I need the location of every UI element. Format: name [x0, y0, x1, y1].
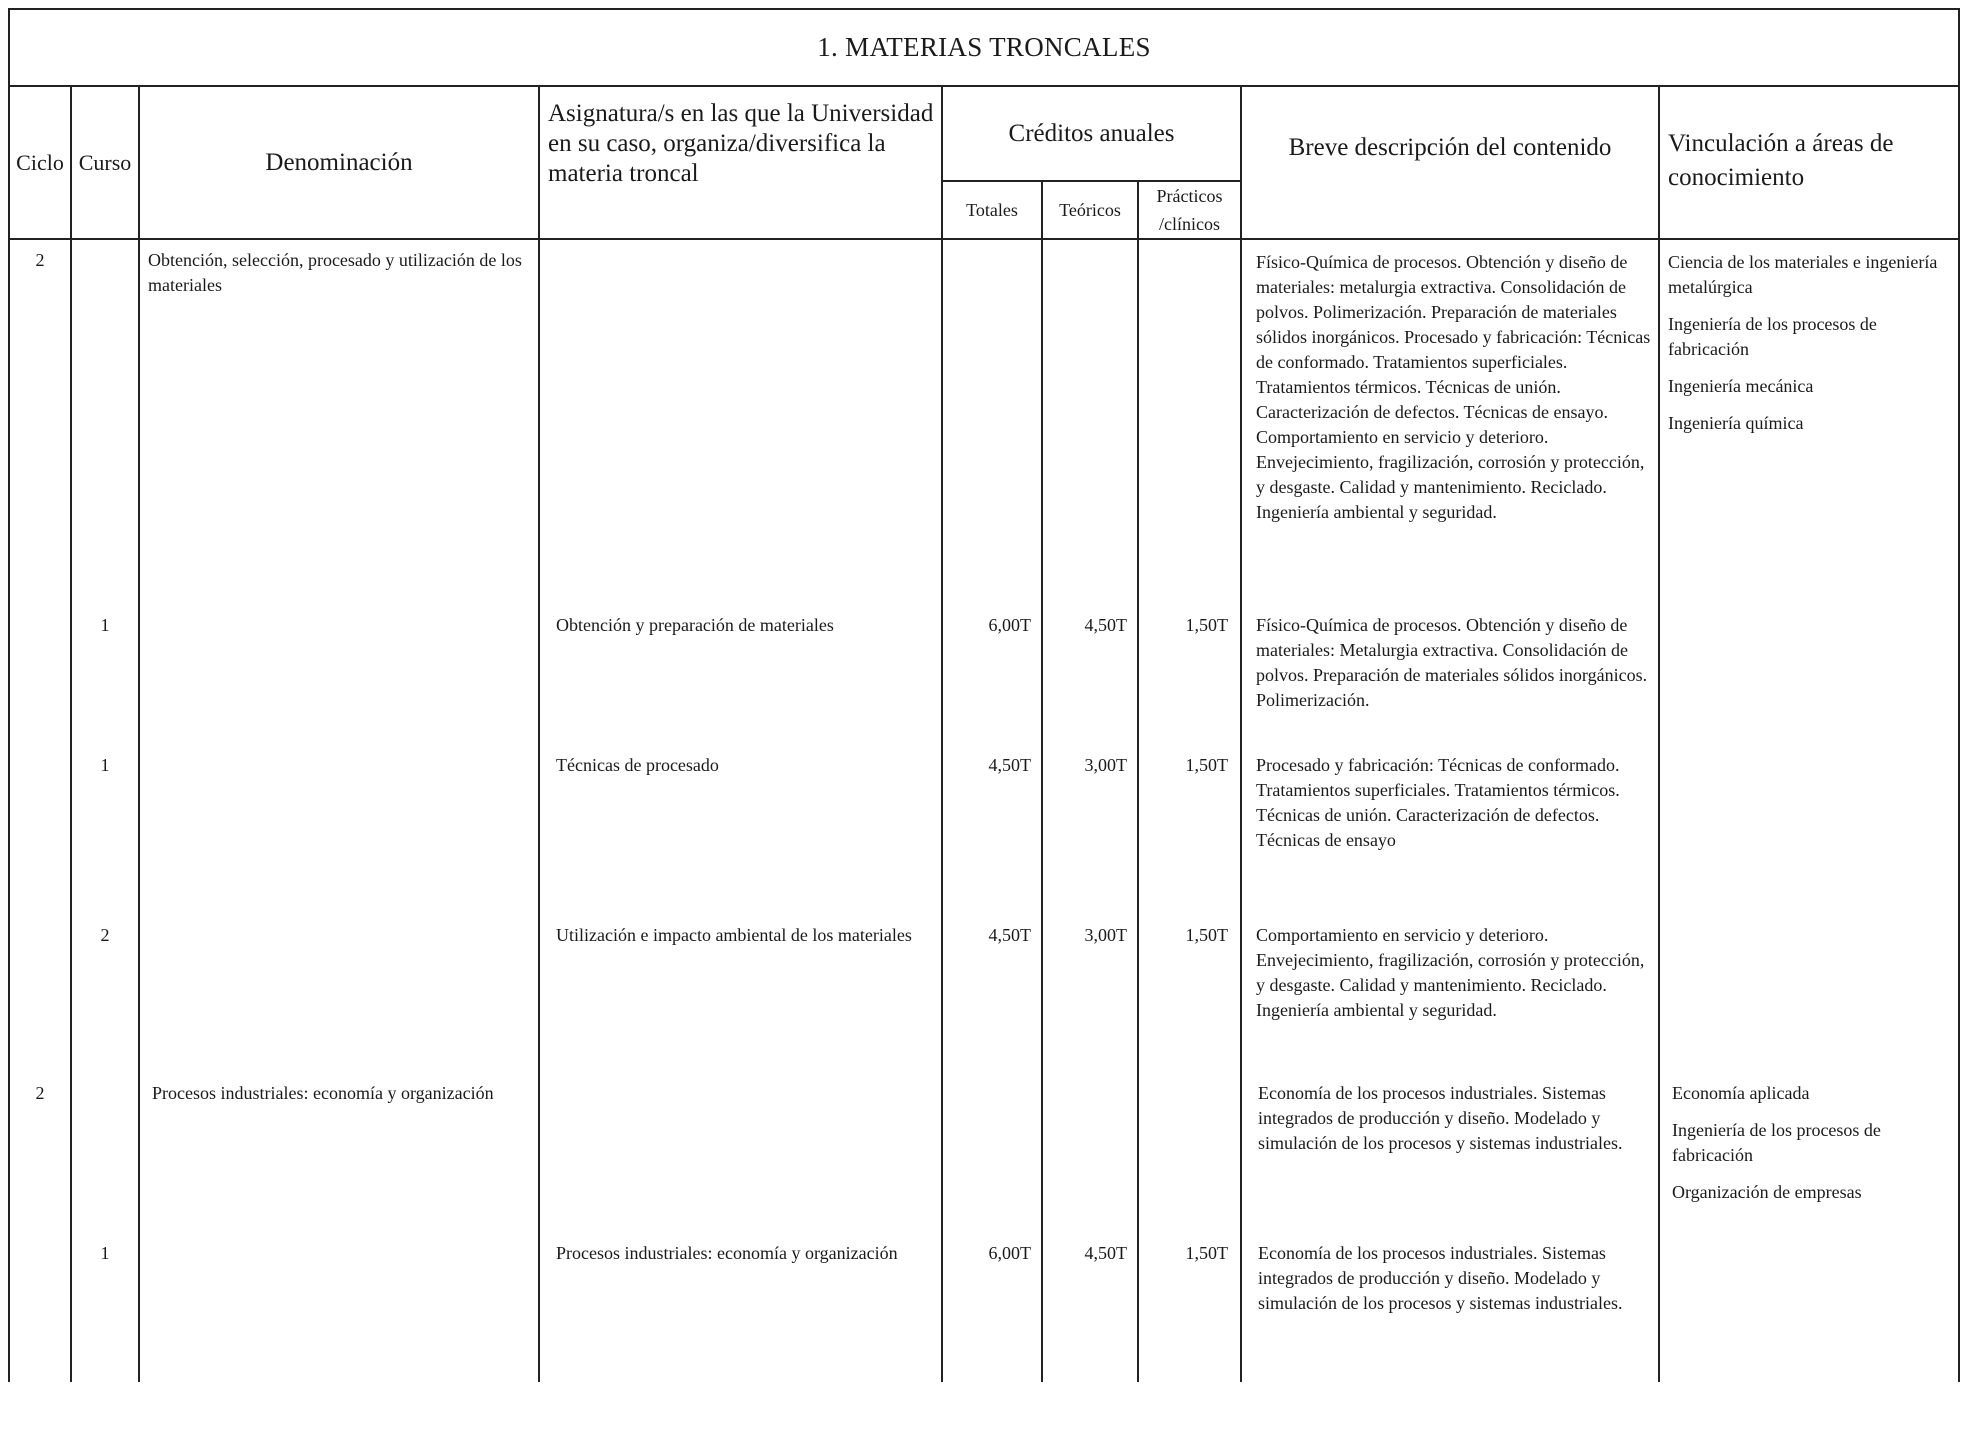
table-row — [9, 239, 1959, 609]
materias-troncales-table — [8, 8, 1960, 1382]
table-title: 1. MATERIAS TRONCALES — [9, 9, 1959, 86]
group-ciclo: 2 — [9, 1067, 71, 1237]
header-descripcion: Breve descripción del contenido — [1241, 86, 1659, 239]
row-asignatura: Obtención y preparación de materiales — [539, 609, 942, 749]
area-item: Organización de empresas — [1672, 1182, 1862, 1202]
denominacion-empty — [139, 749, 539, 919]
group-areas — [1659, 1067, 1959, 1237]
row-asignatura: Procesos industriales: economía y organización — [539, 1237, 942, 1382]
table-row — [9, 919, 1959, 1067]
header-vinculacion: Vinculación a áreas de conocimiento — [1659, 86, 1959, 239]
group-practicos-empty — [1138, 1067, 1241, 1237]
table-row — [9, 1237, 1959, 1382]
group-teoricos-empty — [1042, 1067, 1138, 1237]
group-curso-empty — [71, 1067, 139, 1237]
row-curso: 1 — [71, 1237, 139, 1382]
group-denominacion: Obtención, selección, procesado y utilización de los materiales — [139, 239, 539, 609]
area-item: Ingeniería química — [1668, 413, 1804, 433]
group-totales-empty — [942, 1067, 1042, 1237]
denominacion-empty — [139, 609, 539, 749]
row-practicos: 1,50T — [1138, 609, 1241, 749]
row-totales: 4,50T — [942, 919, 1042, 1067]
group-totales-empty — [942, 239, 1042, 609]
areas-empty — [1659, 1237, 1959, 1382]
row-teoricos: 4,50T — [1042, 1237, 1138, 1382]
group-descripcion: Economía de los procesos industriales. Sistemas integrados de producción y diseño. Modelado y simulación de los procesos y sistemas industriales. — [1241, 1067, 1659, 1237]
group-descripcion: Físico-Química de procesos. Obtención y diseño de materiales: metalurgia extractiva. Consolidación de polvos. Polimerización. Preparación de materiales sólidos inorgánicos. Procesado y fabricación: Técnicas de conformado. Tratamientos superficiales. Tratamientos térmicos. Técnicas de unión. Caracterización de defectos. Técnicas de ensayo. Comportamiento en servicio y deterioro. Envejecimiento, fragilización, corrosión y protección, y desgaste. Calidad y mantenimiento. Reciclado. Ingeniería ambiental y seguridad. — [1241, 239, 1659, 609]
header-asignaturas: Asignatura/s en las que la Universidad en su caso, organiza/diversifica la materia troncal — [539, 86, 942, 239]
areas-empty — [1659, 609, 1959, 749]
row-descripcion: Físico-Química de procesos. Obtención y diseño de materiales: Metalurgia extractiva. Consolidación de polvos. Preparación de materiales sólidos inorgánicos. Polimerización. — [1241, 609, 1659, 749]
row-curso: 1 — [71, 749, 139, 919]
group-asignatura-empty — [539, 239, 942, 609]
row-descripcion: Economía de los procesos industriales. Sistemas integrados de producción y diseño. Modelado y simulación de los procesos y sistemas industriales. — [1241, 1237, 1659, 1382]
table-row — [9, 749, 1959, 919]
row-teoricos: 4,50T — [1042, 609, 1138, 749]
row-teoricos: 3,00T — [1042, 749, 1138, 919]
header-creditos-anuales: Créditos anuales — [942, 86, 1241, 181]
denominacion-empty — [139, 919, 539, 1067]
area-item: Ciencia de los materiales e ingeniería metalúrgica — [1668, 252, 1938, 297]
row-teoricos: 3,00T — [1042, 919, 1138, 1067]
row-asignatura: Utilización e impacto ambiental de los materiales — [539, 919, 942, 1067]
header-denominacion: Denominación — [139, 86, 539, 239]
materias-troncales-sheet — [8, 8, 1958, 1382]
areas-empty — [1659, 749, 1959, 919]
header-totales: Totales — [942, 181, 1042, 239]
ciclo-empty — [9, 1237, 71, 1382]
row-practicos: 1,50T — [1138, 749, 1241, 919]
group-practicos-empty — [1138, 239, 1241, 609]
group-denominacion: Procesos industriales: economía y organización — [139, 1067, 539, 1237]
ciclo-empty — [9, 609, 71, 749]
area-item: Ingeniería de los procesos de fabricación — [1672, 1120, 1881, 1165]
denominacion-empty — [139, 1237, 539, 1382]
group-ciclo: 2 — [9, 239, 71, 609]
row-totales: 6,00T — [942, 1237, 1042, 1382]
row-totales: 6,00T — [942, 609, 1042, 749]
row-curso: 1 — [71, 609, 139, 749]
row-practicos: 1,50T — [1138, 1237, 1241, 1382]
row-curso: 2 — [71, 919, 139, 1067]
group-teoricos-empty — [1042, 239, 1138, 609]
ciclo-empty — [9, 749, 71, 919]
ciclo-empty — [9, 919, 71, 1067]
area-item: Ingeniería mecánica — [1668, 376, 1814, 396]
row-practicos: 1,50T — [1138, 919, 1241, 1067]
table-row — [9, 1067, 1959, 1237]
row-descripcion: Procesado y fabricación: Técnicas de conformado. Tratamientos superficiales. Tratamientos térmicos. Técnicas de unión. Caracterización de defectos. Técnicas de ensayo — [1241, 749, 1659, 919]
header-ciclo: Ciclo — [9, 86, 71, 239]
areas-empty — [1659, 919, 1959, 1067]
row-totales: 4,50T — [942, 749, 1042, 919]
area-item: Economía aplicada — [1672, 1083, 1810, 1103]
group-asignatura-empty — [539, 1067, 942, 1237]
header-practicos: Prácticos /clínicos — [1138, 181, 1241, 239]
header-teoricos: Teóricos — [1042, 181, 1138, 239]
area-item: Ingeniería de los procesos de fabricación — [1668, 314, 1877, 359]
row-descripcion: Comportamiento en servicio y deterioro. Envejecimiento, fragilización, corrosión y protección, y desgaste. Calidad y mantenimiento. Reciclado. Ingeniería ambiental y seguridad. — [1241, 919, 1659, 1067]
row-asignatura: Técnicas de procesado — [539, 749, 942, 919]
header-curso: Curso — [71, 86, 139, 239]
group-curso-empty — [71, 239, 139, 609]
table-row — [9, 609, 1959, 749]
group-areas — [1659, 239, 1959, 609]
